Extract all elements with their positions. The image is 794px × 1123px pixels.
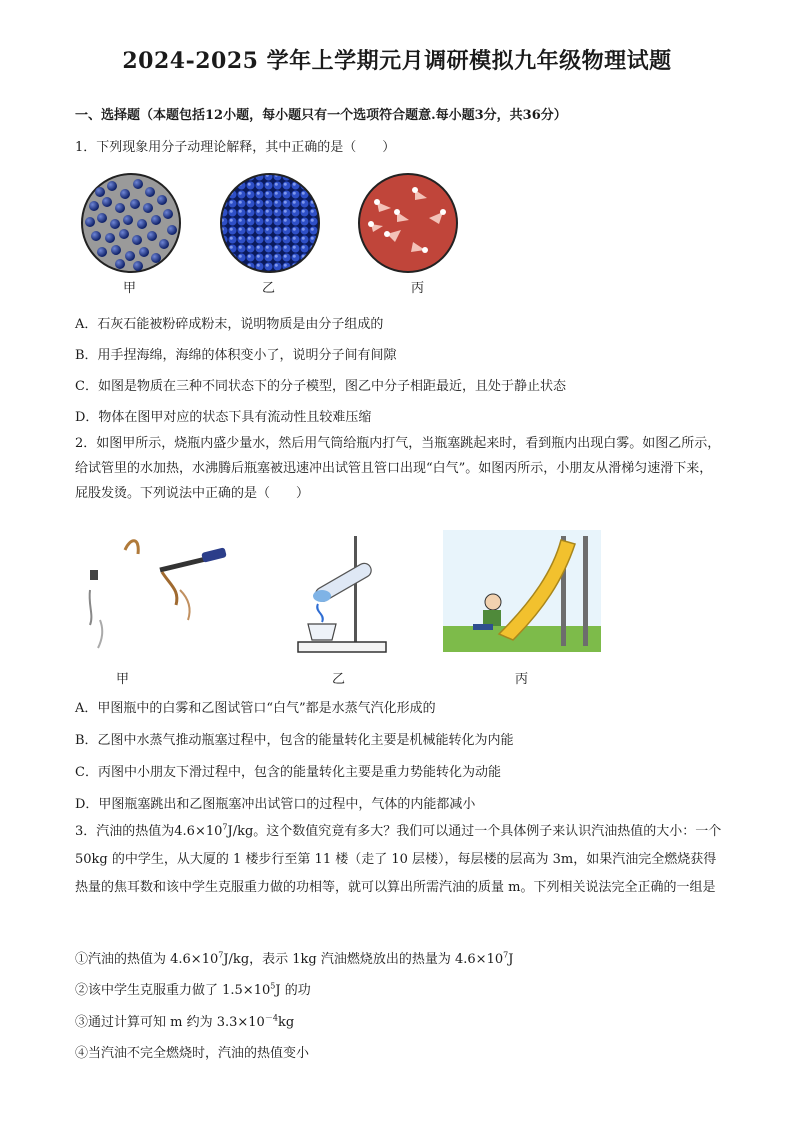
- page-title: 2024-2025 学年上学期元月调研模拟九年级物理试题: [122, 48, 672, 74]
- q3-statement-2: ②该中学生克服重力做了 $1.5\times 10^5J$ 的功: [75, 981, 311, 998]
- figure-test-tube-heating: [292, 532, 392, 656]
- q3-stem: 3．汽油的热值为$4.6\times 10^7J/kg$。这个数值究竟有多大？我们可以通过一个具体例子来认识汽油热值的大小：一个 50kg 的中学生，从大厦的 1 楼步行至第 11 楼（走了 10 层楼），每层楼的层高为 3m，如果汽油完全燃烧获得热量的焦耳数和该中学生克服重力做的功相等，就可以算出所需汽油的质量 m。下列相关说法完全正确的一组是: [75, 822, 722, 895]
- q3-statement-4: ④当汽油不完全燃烧时，汽油的热值变小: [75, 1046, 310, 1061]
- q2-fig-label-bing: 丙: [515, 672, 529, 687]
- q2-stem: 2．如图甲所示，烧瓶内盛少量水，然后用气筒给瓶内打气，当瓶塞跳起来时，看到瓶内出现白雾。如图乙所示，给试管里的水加热，水沸腾后瓶塞被迅速冲出试管且管口出现“白气”。如图丙所示，小朋友从滑梯匀速滑下来，屁股发烫。下列说法中正确的是（ ）: [75, 436, 721, 501]
- figure-liquid-molecules: [357, 172, 459, 274]
- q1-fig-label-bing: 丙: [411, 281, 425, 296]
- q2-option-b: B．乙图中水蒸气推动瓶塞过程中，包含的能量转化主要是机械能转化为内能: [75, 733, 514, 748]
- q3-statement-1: ①汽油的热值为 $4.6\times 10^7J/kg$，表示 1kg 汽油燃烧放出的热量为 $4.6\times 10^7J$: [75, 950, 514, 967]
- q3-statement-3: ③通过计算可知 m 约为 $3.3\times 10^{-4}kg$: [75, 1013, 295, 1030]
- figure-solid-molecules: [219, 172, 321, 274]
- q1-fig-label-yi: 乙: [262, 281, 276, 296]
- q1-option-a: A．石灰石能被粉碎成粉末，说明物质是由分子组成的: [75, 317, 384, 332]
- q1-option-c: C．如图是物质在三种不同状态下的分子模型，图乙中分子相距最近，且处于静止状态: [75, 379, 566, 394]
- q2-fig-label-yi: 乙: [332, 672, 346, 687]
- figure-flask-pump: [80, 530, 230, 650]
- q1-stem: 1．下列现象用分子动理论解释，其中正确的是（ ）: [75, 140, 396, 155]
- q1-option-d: D．物体在图甲对应的状态下具有流动性且较难压缩: [75, 410, 372, 425]
- q2-option-d: D．甲图瓶塞跳出和乙图瓶塞冲出试管口的过程中，气体的内能都减小: [75, 797, 476, 812]
- section-heading: 一、选择题（本题包括12小题，每小题只有一个选项符合题意.每小题3分，共36分）: [75, 108, 567, 123]
- figure-slide-child: [443, 530, 601, 652]
- q2-option-a: A．甲图瓶中的白雾和乙图试管口“白气”都是水蒸气汽化形成的: [75, 701, 436, 716]
- q2-option-c: C．丙图中小朋友下滑过程中，包含的能量转化主要是重力势能转化为动能: [75, 765, 501, 780]
- q1-option-b: B．用手捏海绵，海绵的体积变小了，说明分子间有间隙: [75, 348, 397, 363]
- figure-gas-molecules: [80, 172, 182, 274]
- q2-fig-label-jia: 甲: [116, 672, 130, 687]
- q1-fig-label-jia: 甲: [123, 281, 137, 296]
